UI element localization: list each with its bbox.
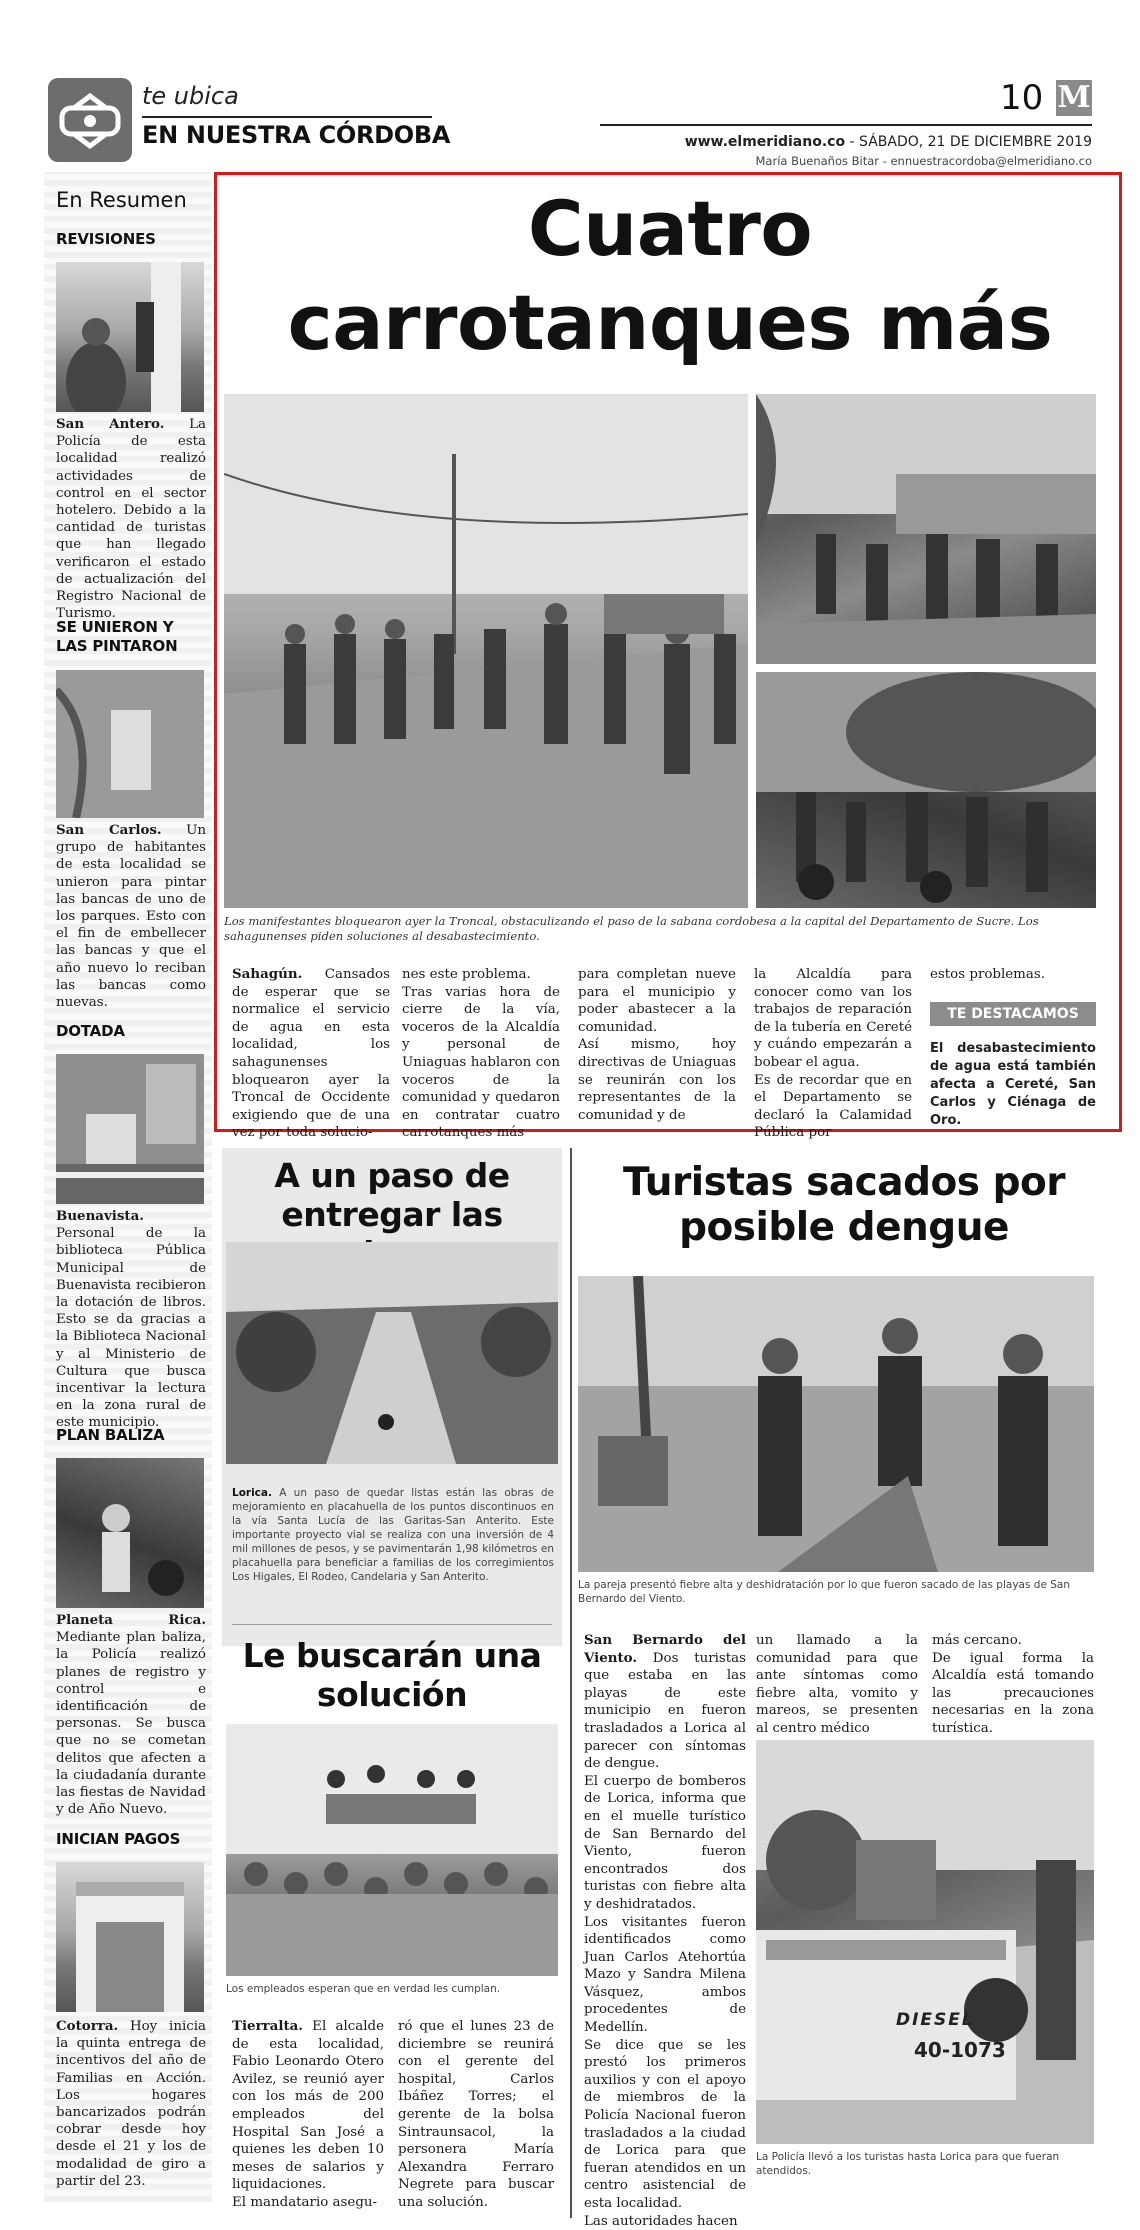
sidebar-place: Planeta Rica. [56,1612,206,1628]
header-rule [600,124,1092,126]
section-rule [142,116,432,118]
main-col-1 [232,966,390,1142]
turistas-place: San Bernardo del Viento. [584,1632,746,1666]
sidebar-title: En Resumen [56,188,187,212]
sidebar-heading-dotada: DOTADA [56,1022,125,1040]
sidebar-place: Cotorra. [56,2018,119,2034]
truck-word: DIESEL [896,2010,975,2030]
tierralta-caption: Los empleados esperan que en verdad les cumplan. [226,1983,501,1995]
turistas-caption-bottom: La Policía llevó a los turistas hasta Lorica para que fueran atendidos. [756,2151,1060,2177]
highlight-text: El desabastecimiento de agua está también afecta a Cereté, San Carlos y Ciénaga de Oro. [930,1041,1096,1128]
main-col-2: nes este problema. Tras varias hora de cierre de la vía, voceros de la Alcaldía y personal de Uniaguas hablaron con voceros de la comunidad y quedaron en contratar cuatro carrotanques más [402,967,560,1141]
main-col-3: para completan nueve para el municipio y poder abastecer a la comunidad. Así mismo, hoy directivas de Uniaguas se reunirán con los representantes de la comunidad y de [578,967,736,1123]
tierralta-col-2: ró que el lunes 23 de diciembre se reunirá con el gerente del hospital, Carlos Ibáñez Torres; el gerente de la bolsa Sintraunsacol, la personera María Alexandra Ferraro Negrete para buscar una solución. [398,2019,554,2210]
main-photo-crowd-top [756,394,1096,664]
dateline [600,134,1092,150]
newspaper-logo: M [1057,80,1091,115]
tierralta-place: Tierralta. [232,2018,303,2034]
sidebar-photo-dotada [56,1054,204,1204]
sidebar-text-revisiones [56,416,206,622]
page-number: 10 [1000,78,1044,118]
turistas-col-1 [584,1632,746,2230]
highlight-label: TE DESTACAMOS [930,1002,1096,1026]
main-photo-caption: Los manifestantes bloquearon ayer la Troncal, obstaculizando el paso de la sabana cordobesa a la capital del Departamento de Sucre. Los sahagunenses piden soluciones al desabastecimiento. [224,914,1039,943]
sidebar-text-pintaron [56,822,206,1011]
sidebar-heading-inician-pagos: INICIAN PAGOS [56,1830,181,1848]
main-col-4: la Alcaldía para conocer como van los trabajos de reparación de la tubería en Cereté y cuándo empezarán a bobear el agua. Es de recordar que en el Departamento se declaró la Calamidad Pública por [754,967,912,1141]
lorica-caption [232,1486,554,1584]
sidebar-body: Mediante plan baliza, la Policía realizó planes de registro y control e identificación de personas. Se busca que no se cometan delitos que afecten a la ciudadanía durante las fiestas de Navidad y de Año Nuevo. [56,1630,206,1818]
main-place: Sahagún. [232,966,303,982]
sidebar-text-dotada [56,1208,206,1432]
lorica-place: Lorica. [232,1487,272,1499]
lorica-photo-road [226,1242,558,1464]
main-headline-line2: carrotanques más [287,278,1053,367]
turistas-headline: Turistas sacados por posible dengue [622,1160,1066,1250]
column-divider [570,1148,572,2218]
turistas-col-2: un llamado a la comunidad para que ante síntomas como fiebre alta, vomito y mareos, se presenten al centro médico [756,1633,918,1736]
tierralta-photo-meeting [226,1724,558,1976]
main-headline-line1: Cuatro [527,184,813,273]
main-col-5: estos problemas. [930,967,1045,982]
section-title: EN NUESTRA CÓRDOBA [142,121,451,149]
sidebar-place: San Antero. [56,416,165,432]
turistas-col-3: más cercano. De igual forma la Alcaldía está tomando las precauciones necesarias en la zona turística. [932,1633,1094,1736]
tierralta-col-1 [232,2018,384,2212]
date: - SÁBADO, 21 DE DICIEMBRE 2019 [845,134,1092,150]
turistas-photo-truck [756,1740,1094,2144]
sidebar-photo-inician-pagos [56,1862,204,2012]
tierralta-rule-top [232,1624,552,1625]
sidebar-place: San Carlos. [56,822,162,838]
lorica-headline: A un paso de entregar las [274,1156,510,1234]
truck-plate: 40-1073 [914,2038,1006,2062]
sidebar-body: Personal de la biblioteca Pública Municipal de Buenavista recibieron la dotación de libros. Esto se da gracias a la Biblioteca Nacional y al Ministerio de Cultura que busca incentivar la lectura en la zona rural de este municipio. [56,1226,206,1431]
tierralta-col-1-text: El alcalde de esta localidad, Fabio Leonardo Otero Avilez, se reunió ayer con los más de 200 empleados del Hospital San José a quienes les deben 10 meses de salarios y liquidaciones. El mandatario asegu- [232,2019,384,2210]
byline: María Buenaños Bitar - ennuestracordoba@elmeridiano.co [755,154,1092,168]
lorica-caption-text: A un paso de quedar listas están las obras de mejoramiento en placahuella de los puntos discontinuos en la vía Santa Lucía de las Garitas-San Anterito. Este importante proyecto vial se realiza con una inversión de 4 mil millones de pesos, y se pavimentarán 1,98 kilómetros en placahuella para beneficiar a familias de los corregimientos Los Higales, El Rodeo, Candelaria y San Anterito. [232,1487,554,1583]
sidebar-heading-plan-baliza: PLAN BALIZA [56,1426,165,1444]
sidebar-body: Un grupo de habitantes de esta localidad se unieron para pintar las bancas de uno de los parques. Esto con el fin de embellecer las bancas y que el año nuevo lo reciban las bancas como nuevas. [56,823,206,1011]
sidebar-heading-pintaron: SE UNIERON Y LAS PINTARON [56,618,178,655]
turistas-col-1-text: Dos turistas que estaba en las playas de este municipio en fueron trasladados a Lorica al parecer con síntomas de dengue. El cuerpo de bomberos de Lorica, informa que en el muelle turístico de San Bernardo del Viento, fueron encontrados dos turistas con fiebre alta y deshidratados. Los visitantes fueron identificados como Juan Carlos Atehortúa Mazo y Sandra Milena Vásquez, ambos procedentes de Medellín. Se dice que se les prestó los primeros auxilios y con el apoyo de miembros de la Policía Nacional fueron trasladados a la ciudad de Lorica para que fueran atendidos en un centro asistencial de esta localidad. Las autoridades hacen [584,1650,746,2229]
sidebar-body: La Policía de esta localidad realizó actividades de control en el sector hotelero. Debido a la cantidad de turistas que han llegado verificaron el estado de actualización del Registro Nacional de Turismo. [56,417,206,622]
section-logo [48,78,132,162]
main-photo-protest-road [224,394,748,908]
sidebar-heading-revisiones: REVISIONES [56,230,156,248]
sidebar-photo-pintaron [56,670,204,818]
turistas-caption-top: La pareja presentó fiebre alta y deshidratación por lo que fueron sacado de las playas de San Bernardo del Viento. [578,1579,1070,1605]
tierralta-headline: Le buscarán una solución [242,1636,542,1714]
sidebar-photo-revisiones [56,262,204,412]
sidebar-text-inician-pagos [56,2018,206,2190]
sidebar-photo-plan-baliza [56,1458,204,1608]
sidebar-body: Hoy inicia la quinta entrega de incentivos del año de Familias en Acción. Los hogares bancarizados podrán cobrar desde hoy desde el 21 y los de modalidad de giro a partir del 23. [56,2019,206,2189]
sidebar-text-plan-baliza [56,1612,206,1818]
turistas-photo-beach [578,1276,1094,1572]
sidebar-place: Buenavista. [56,1208,144,1224]
main-col-1-text: Cansados de esperar que se normalice el servicio de agua en esta localidad, los sahagunenses bloquearon ayer la Troncal de Occidente exigiendo que de una vez por toda solucio- [232,967,390,1141]
section-logo-icon [48,78,132,162]
website[interactable]: www.elmeridiano.co [684,134,846,150]
main-photo-crowd-bottom [756,672,1096,908]
section-kicker: te ubica [142,82,239,110]
